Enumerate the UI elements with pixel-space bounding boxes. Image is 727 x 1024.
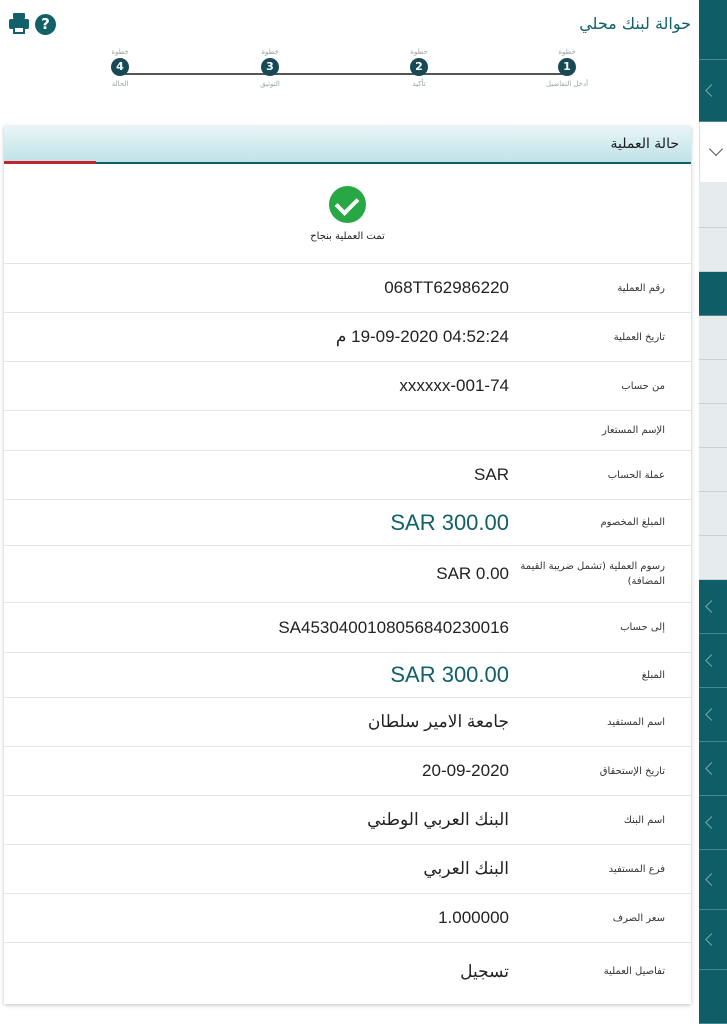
rail-item[interactable] — [699, 850, 727, 910]
step-caption: خطوة — [111, 48, 129, 56]
rail-item[interactable] — [699, 796, 727, 850]
rail-subitem[interactable] — [699, 228, 727, 272]
rail-item[interactable] — [699, 60, 727, 122]
chevron-left-icon — [705, 84, 718, 97]
chevron-left-icon — [705, 600, 718, 613]
detail-value: تسجيل — [460, 961, 509, 981]
detail-row-debited-amount — [4, 500, 691, 546]
chevron-left-icon — [705, 762, 718, 775]
detail-label: من حساب — [621, 380, 665, 392]
detail-label: إلى حساب — [620, 622, 665, 633]
detail-label: سعر الصرف — [612, 912, 665, 924]
detail-label: فرع المستفيد — [608, 863, 665, 875]
detail-value: جامعة الامير سلطان — [367, 712, 509, 731]
detail-value: 04:52:24 19-09-2020 م — [335, 327, 509, 346]
progress-stepper — [60, 46, 640, 102]
detail-label: رسوم العملية (تشمل ضريبة القيمة المضافة) — [520, 561, 665, 587]
chevron-down-icon — [709, 141, 723, 155]
step-caption: خطوة — [410, 48, 428, 56]
step-3 — [210, 46, 330, 88]
rail-item[interactable] — [699, 742, 727, 796]
detail-value: البنك العربي — [423, 859, 509, 878]
step-2 — [359, 46, 479, 88]
detail-row-nickname — [4, 411, 691, 451]
detail-row-account-currency — [4, 451, 691, 500]
detail-row-due-date — [4, 747, 691, 796]
step-label: الحالة — [111, 80, 129, 88]
detail-row-beneficiary-name — [4, 698, 691, 747]
detail-row-to-account — [4, 603, 691, 653]
detail-row-beneficiary-branch — [4, 845, 691, 894]
step-label: التوثيق — [260, 80, 280, 88]
detail-label: اسم المستفيد — [607, 716, 665, 728]
step-number: 1 — [558, 58, 576, 76]
step-caption: خطوة — [261, 48, 279, 56]
header-accent-bar — [4, 161, 96, 164]
detail-row-from-account — [4, 362, 691, 411]
detail-row-transaction-date — [4, 313, 691, 362]
page-title: حوالة لبنك محلي — [579, 14, 691, 33]
detail-value: SAR 0.00 — [436, 564, 509, 583]
step-4 — [60, 46, 180, 88]
rail-subitem[interactable] — [699, 182, 727, 228]
detail-label: اسم البنك — [623, 814, 665, 826]
step-number: 4 — [111, 58, 129, 76]
rail-item[interactable] — [699, 970, 727, 1024]
rail-item[interactable] — [699, 0, 727, 60]
toolbar — [8, 13, 56, 35]
step-caption: خطوة — [558, 48, 576, 56]
detail-label: رقم العملية — [617, 282, 665, 294]
detail-row-amount — [4, 653, 691, 698]
detail-value: 1.000000 — [438, 908, 509, 927]
transaction-status-card — [4, 126, 691, 1004]
detail-row-transaction-details — [4, 943, 691, 1000]
chevron-left-icon — [705, 708, 718, 721]
rail-subitem[interactable] — [699, 492, 727, 536]
rail-item[interactable] — [699, 910, 727, 970]
help-icon[interactable]: ? — [35, 14, 56, 35]
stepper-line — [122, 73, 567, 75]
success-banner — [4, 164, 691, 264]
detail-label: الإسم المستعار — [602, 425, 665, 436]
rail-subitem[interactable] — [699, 448, 727, 492]
step-label: أدخل التفاصيل — [545, 80, 589, 88]
detail-value: SAR — [474, 465, 509, 484]
chevron-left-icon — [705, 816, 718, 829]
rail-subitem[interactable] — [699, 316, 727, 360]
chevron-left-icon — [705, 654, 718, 667]
detail-value: البنك العربي الوطني — [367, 810, 509, 829]
detail-value: xxxxxx-001-74 — [399, 376, 509, 395]
rail-item-expanded[interactable] — [699, 122, 727, 182]
detail-row-bank-name — [4, 796, 691, 845]
detail-value: SAR 300.00 — [390, 662, 509, 687]
printer-icon[interactable] — [8, 13, 30, 35]
detail-label: المبلغ — [641, 669, 665, 681]
step-label: تأكيد — [412, 80, 426, 88]
detail-label: تفاصيل العملية — [603, 966, 665, 977]
rail-subitem[interactable] — [699, 360, 727, 404]
success-message: تمت العملية بنجاح — [310, 231, 385, 242]
rail-item[interactable] — [699, 688, 727, 742]
chevron-left-icon — [705, 933, 718, 946]
detail-label: المبلغ المخصوم — [600, 517, 665, 528]
chevron-left-icon — [705, 873, 718, 886]
detail-row-fees — [4, 546, 691, 603]
rail-subitem[interactable] — [699, 536, 727, 580]
side-nav-rail — [699, 0, 727, 1024]
detail-value: 20-09-2020 — [422, 761, 509, 780]
step-1 — [507, 46, 627, 88]
detail-label: عملة الحساب — [607, 469, 665, 481]
detail-label: تاريخ الإستحقاق — [599, 765, 665, 777]
detail-row-transaction-number — [4, 264, 691, 313]
rail-subitem-active[interactable] — [699, 272, 727, 316]
card-header — [4, 126, 691, 164]
step-number: 3 — [261, 58, 279, 76]
rail-subitem[interactable] — [699, 404, 727, 448]
card-title: حالة العملية — [610, 136, 679, 152]
detail-value: SA4530400108056840230016 — [278, 617, 509, 637]
detail-row-exchange-rate — [4, 894, 691, 943]
rail-item[interactable] — [699, 580, 727, 634]
detail-label: تاريخ العملية — [613, 331, 665, 343]
detail-value: SAR 300.00 — [390, 509, 509, 535]
check-circle-icon — [329, 186, 366, 223]
detail-value: 068TT62986220 — [384, 278, 509, 297]
rail-item[interactable] — [699, 634, 727, 688]
step-number: 2 — [410, 58, 428, 76]
